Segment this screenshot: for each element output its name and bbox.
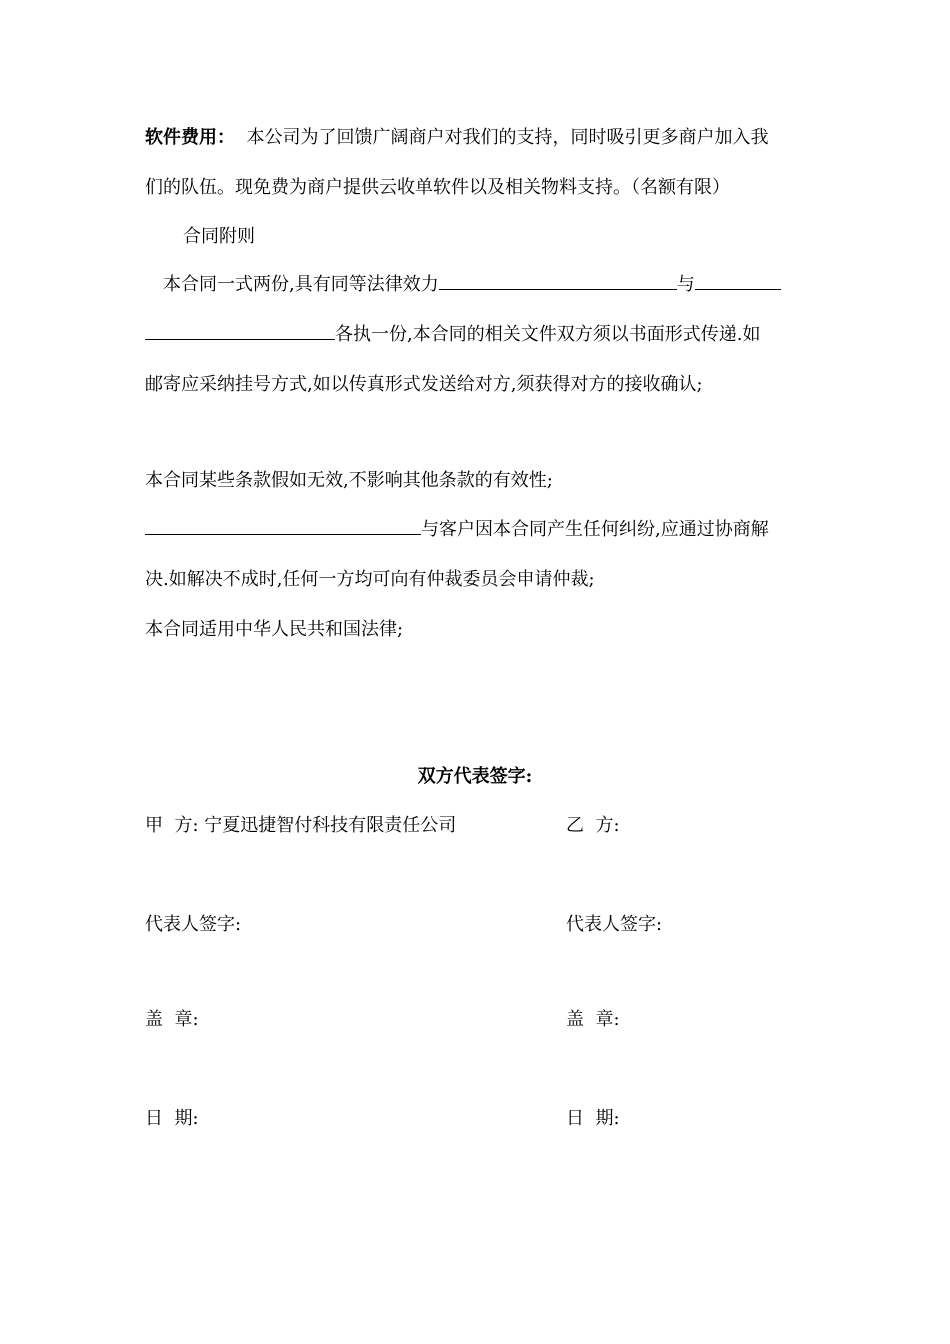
party-blank-3 [145,518,421,535]
appendix-para2: 本合同某些条款假如无效,不影响其他条款的有效性; [145,470,553,491]
para1-text-1: 本合同一式两份,具有同等法律效力 [163,274,439,295]
party-a-row [145,814,456,838]
para3-text-1: 与客户因本合同产生任何纠纷,应通过协商解 [421,519,769,540]
para1-text-2: 各执一份,本合同的相关文件双方须以书面形式传递.如 [335,324,761,345]
appendix-para3-line-2: 决.如解决不成时,任何一方均可向有仲裁委员会申请仲裁; [145,569,595,590]
software-fee-line-1 [145,126,810,150]
party-b-seal: 盖 章: [566,1009,620,1030]
appendix-para1-line-1 [163,273,810,297]
party-blank-2-start [695,273,781,290]
appendix-heading: 合同附则 [183,226,255,247]
signatures-heading: 双方代表签字: [417,766,533,787]
appendix-para1-line-3: 邮寄应采纳挂号方式,如以传真形式发送给对方,须获得对方的接收确认; [145,374,703,395]
party-a-label: 甲 方: [145,815,199,836]
party-a-seal: 盖 章: [145,1009,199,1030]
appendix-para1-line-2 [145,323,810,347]
party-blank-1 [439,273,677,290]
appendix-para3-line-1 [145,518,810,542]
appendix-para4: 本合同适用中华人民共和国法律; [145,619,404,640]
party-b-rep-sign: 代表人签字: [566,914,663,935]
para1-with: 与 [676,274,695,295]
party-a-date: 日 期: [145,1108,199,1129]
party-b-label: 乙 方: [566,815,620,836]
party-blank-2-end [145,323,335,340]
software-fee-line-2: 们的队伍。现免费为商户提供云收单软件以及相关物料支持。（名额有限） [145,177,730,198]
party-b-date: 日 期: [566,1108,620,1129]
party-a-name: 宁夏迅捷智付科技有限责任公司 [204,815,457,836]
party-a-rep-sign: 代表人签字: [145,914,242,935]
software-fee-text-1: 本公司为了回馈广阔商户对我们的支持，同时吸引更多商户加入我 [246,127,769,148]
software-fee-label: 软件费用： [145,127,235,148]
